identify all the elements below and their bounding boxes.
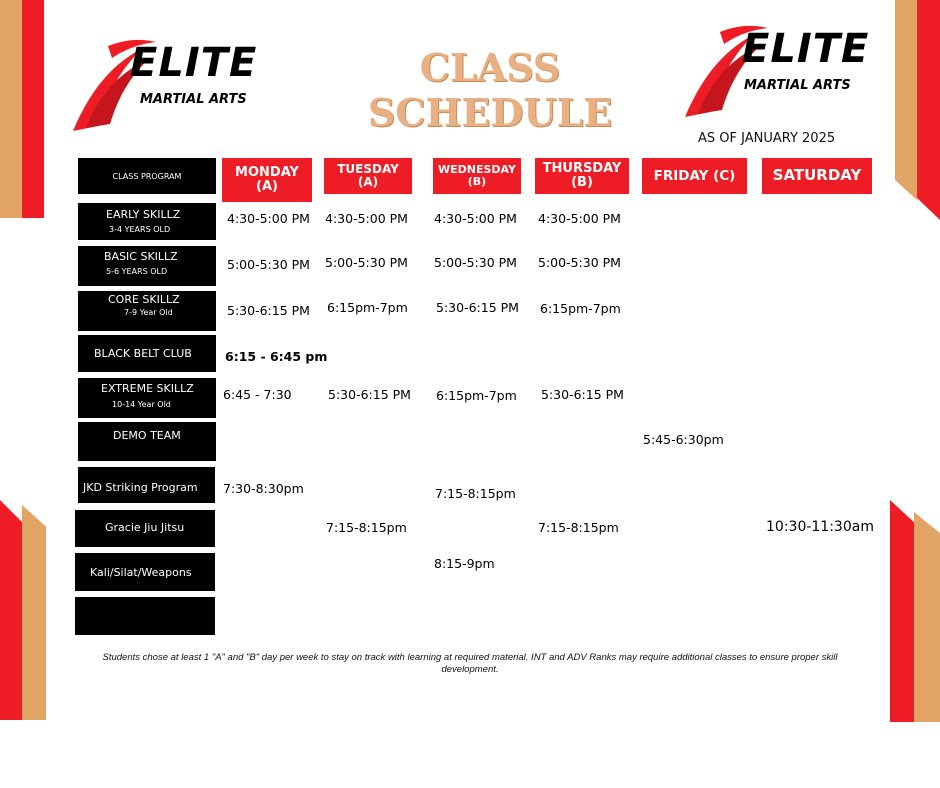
day-group: (A) — [357, 175, 379, 189]
header-day-friday — [642, 158, 747, 194]
right-bottom-tan-stripe — [914, 512, 940, 722]
right-top-tan-stripe — [895, 0, 917, 200]
time-jkd-wednesday: 7:15-8:15pm — [435, 486, 516, 501]
header-day-monday — [222, 158, 312, 202]
brand-sub: MARTIAL ARTS — [140, 92, 247, 107]
program-row-kali-silat-weapons — [75, 553, 215, 591]
program-label: JKD Striking Program — [83, 481, 198, 494]
time-kali-wednesday: 8:15-9pm — [434, 556, 495, 571]
day-name: TUESDAY — [337, 162, 399, 177]
brand-name: ELITE — [130, 40, 258, 86]
time-extreme-wednesday: 6:15pm-7pm — [436, 388, 517, 403]
time-core-wednesday: 5:30-6:15 PM — [436, 300, 519, 315]
time-extreme-monday: 6:45 - 7:30 — [223, 387, 292, 402]
program-label: CORE SKILLZ — [108, 293, 180, 306]
program-row-core-skillz — [78, 291, 216, 331]
program-row-black-belt-club — [78, 335, 216, 372]
day-group: (A) — [256, 179, 278, 194]
left-top-tan-stripe — [0, 0, 22, 218]
elite-logo-right — [680, 22, 880, 122]
program-label: EXTREME SKILLZ — [101, 382, 194, 395]
program-label: Kali/Silat/Weapons — [90, 566, 192, 579]
program-age: 3-4 YEARS OLD — [109, 225, 171, 234]
right-bottom-red-stripe — [890, 500, 914, 722]
time-basic-wednesday: 5:00-5:30 PM — [434, 255, 517, 270]
elite-logo-left — [68, 36, 268, 136]
program-row-empty — [75, 597, 215, 635]
time-core-thursday: 6:15pm-7pm — [540, 301, 621, 316]
day-name: THURSDAY — [542, 161, 622, 177]
header-day-saturday — [762, 158, 872, 194]
time-jkd-monday: 7:30-8:30pm — [223, 481, 304, 496]
program-label: DEMO TEAM — [113, 429, 181, 442]
day-name: MONDAY — [235, 165, 299, 181]
day-group: (B) — [467, 175, 487, 188]
time-early-monday: 4:30-5:00 PM — [227, 211, 310, 226]
time-basic-tuesday: 5:00-5:30 PM — [325, 255, 408, 270]
time-basic-thursday: 5:00-5:30 PM — [538, 255, 621, 270]
time-early-tuesday: 4:30-5:00 PM — [325, 211, 408, 226]
day-name: WEDNESDAY — [438, 163, 516, 177]
program-label: Gracie Jiu Jitsu — [105, 521, 185, 534]
program-row-extreme-skillz — [78, 378, 216, 418]
time-gracie-thursday: 7:15-8:15pm — [538, 520, 619, 535]
time-extreme-thursday: 5:30-6:15 PM — [541, 387, 624, 402]
time-core-tuesday: 6:15pm-7pm — [327, 300, 408, 315]
left-bottom-tan-stripe — [22, 505, 46, 720]
time-early-wednesday: 4:30-5:00 PM — [434, 211, 517, 226]
day-name: SATURDAY — [772, 166, 862, 185]
program-label: BASIC SKILLZ — [104, 250, 178, 263]
time-early-thursday: 4:30-5:00 PM — [538, 211, 621, 226]
time-basic-monday: 5:00-5:30 PM — [227, 257, 310, 272]
time-demo-friday: 5:45-6:30pm — [643, 432, 724, 447]
time-core-monday: 5:30-6:15 PM — [227, 303, 310, 318]
program-age: 7-9 Year Old — [124, 308, 173, 317]
brand-name: ELITE — [742, 26, 870, 72]
brand-sub: MARTIAL ARTS — [744, 78, 851, 93]
left-top-red-stripe — [22, 0, 44, 218]
header-day-wednesday — [433, 158, 521, 194]
program-label: EARLY SKILLZ — [106, 208, 181, 221]
time-blackbelt-monday: 6:15 - 6:45 pm — [225, 349, 328, 364]
footnote: Students chose at least 1 "A" and "B" day per week to stay on track with learning at required material. INT and ADV Ranks may require additional classes to ensure proper skill development. — [102, 652, 838, 675]
program-age: 10-14 Year Old — [112, 400, 171, 409]
day-name: FRIDAY (C) — [653, 167, 736, 184]
time-gracie-saturday: 10:30-11:30am — [766, 519, 874, 535]
program-row-jkd-striking — [78, 467, 215, 503]
program-row-demo-team — [78, 422, 216, 461]
header-class-program — [78, 158, 216, 194]
page-title: CLASS SCHEDULE — [367, 45, 613, 135]
header-day-thursday — [535, 158, 629, 194]
time-gracie-tuesday: 7:15-8:15pm — [326, 520, 407, 535]
day-group: (B) — [571, 175, 593, 190]
left-bottom-red-stripe — [0, 500, 22, 720]
program-row-gracie-jiu-jitsu — [75, 510, 215, 547]
header-day-tuesday — [324, 158, 412, 194]
program-label: BLACK BELT CLUB — [94, 347, 192, 360]
program-row-early-skillz — [78, 203, 216, 240]
right-top-red-stripe — [917, 0, 940, 220]
header-class-program-label: CLASS PROGRAM — [112, 171, 182, 181]
program-row-basic-skillz — [78, 246, 216, 286]
program-age: 5-6 YEARS OLD — [106, 267, 168, 276]
time-extreme-tuesday: 5:30-6:15 PM — [328, 387, 411, 402]
as-of-date: AS OF JANUARY 2025 — [698, 131, 836, 146]
